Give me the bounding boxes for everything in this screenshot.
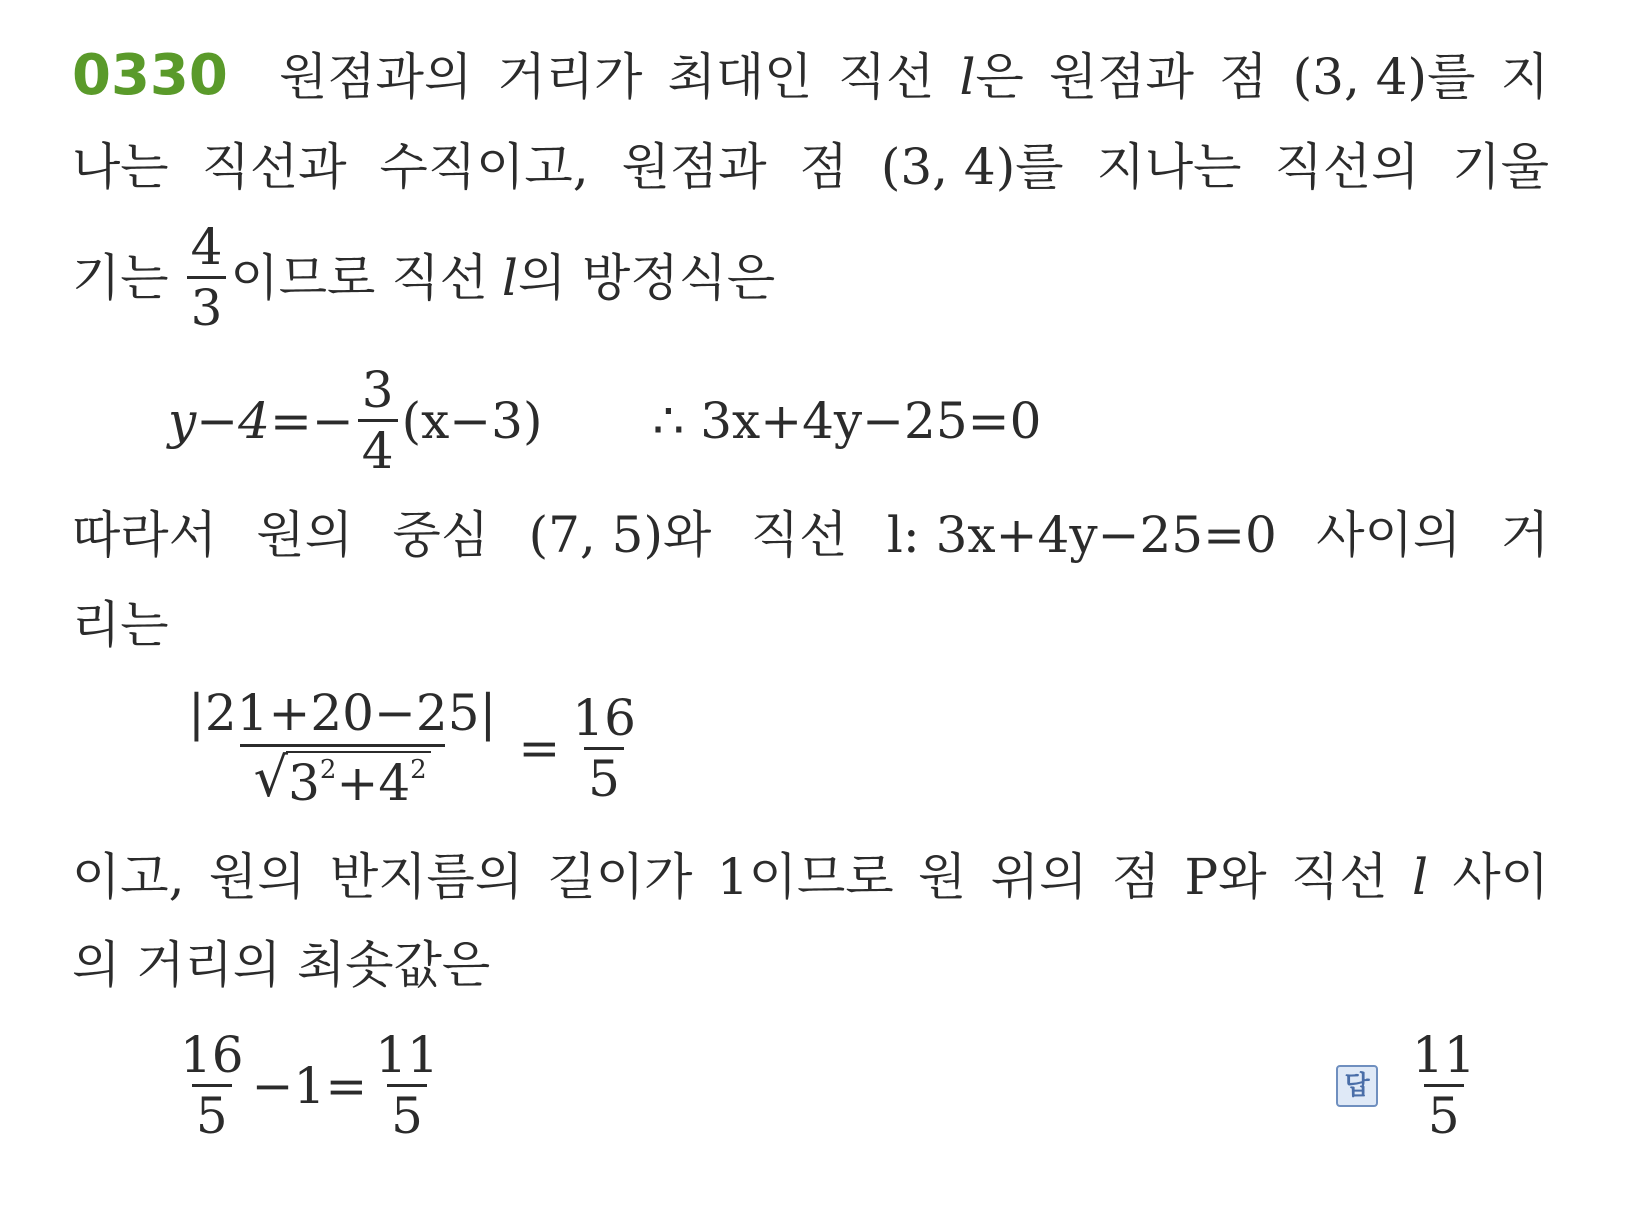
minimum-distance-equation: $\frac{16}{5}$ −1= $\frac{11}{5}$	[180, 1026, 439, 1145]
para1-line3: 기는 $\frac{4}{3}$ 이므로 직선 l 의 방정식은	[72, 218, 776, 337]
para1-line2: 나는 직선과 수직이고, 원점과 점 (3, 4)를 지나는 직선의 기울	[72, 138, 1549, 196]
line-equation: y−4=− $\frac{3}{4}$ (x−3) ∴ 3x+4y−25=0	[168, 361, 1042, 480]
para1-line1: 0330 원점과의 거리가 최대인 직선 l은 원점과 점 (3, 4)를 지	[72, 43, 1549, 108]
eq1-fraction: $\frac{3}{4}$	[358, 365, 398, 476]
distance-equation: |21+20−25| √ $3^2+4^2$ = $\frac{16}{5}$	[170, 688, 644, 808]
problem-number: 0330	[72, 43, 228, 108]
answer-fraction: $\frac{11}{5}$	[1412, 1026, 1476, 1145]
para2-line2: 리는	[72, 596, 169, 654]
distance-result: $\frac{16}{5}$	[572, 688, 636, 808]
para2-line1: 따라서 원의 중심 (7, 5)와 직선 l: 3x+4y−25=0 사이의 거	[72, 506, 1549, 564]
therefore-equation: ∴ 3x+4y−25=0	[652, 391, 1042, 450]
distance-fraction: |21+20−25| √ $3^2+4^2$	[188, 684, 497, 812]
para3-line2: 의 거리의 최솟값은	[72, 936, 491, 994]
slope-fraction: $\frac{4}{3}$	[187, 222, 227, 333]
square-root: √ $3^2+4^2$	[254, 751, 431, 808]
answer	[1336, 1026, 1484, 1145]
para3-line1: 이고, 원의 반지름의 길이가 1이므로 원 위의 점 P와 직선 l 사이	[72, 848, 1549, 906]
answer-icon: 답	[1336, 1065, 1378, 1107]
